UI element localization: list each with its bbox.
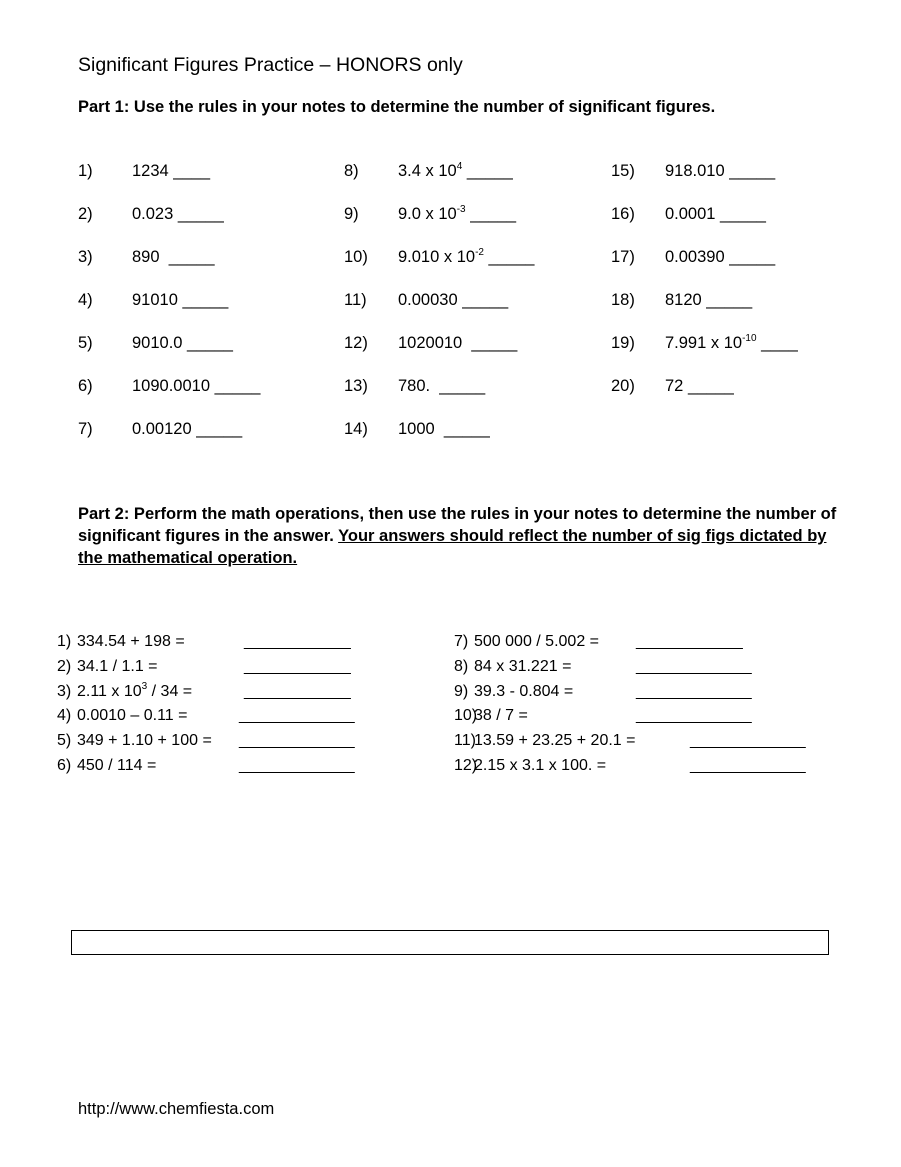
math-expression: [77, 680, 193, 701]
question-base: 780.: [398, 377, 431, 395]
answer-box[interactable]: [71, 930, 829, 955]
answer-blank[interactable]: _____: [724, 248, 776, 266]
part1-question: [78, 334, 318, 356]
question-number: 1): [57, 633, 72, 650]
question-number: 12): [454, 757, 478, 774]
exponent: -10: [742, 333, 757, 344]
answer-blank[interactable]: _____: [210, 377, 261, 395]
question-value: [665, 334, 798, 353]
part2-question: [454, 633, 834, 653]
question-base: 7.991 x 10: [665, 334, 743, 352]
answer-blank[interactable]: _____________: [239, 707, 355, 725]
answer-blank[interactable]: _____________: [690, 732, 806, 750]
question-base: 9.010 x 10: [398, 248, 476, 266]
part1-question: [344, 420, 584, 442]
part1-question: [344, 205, 584, 227]
question-number: 4): [57, 707, 72, 725]
part1-question: [611, 291, 851, 313]
question-base: 8120: [665, 291, 702, 309]
part1-question: [344, 291, 584, 313]
answer-blank[interactable]: _____: [457, 291, 509, 309]
part1-question: [611, 205, 851, 227]
answer-blank[interactable]: _____________: [636, 682, 752, 700]
question-value: [398, 205, 516, 224]
question-number: 16): [611, 205, 635, 223]
answer-blank[interactable]: _____: [701, 291, 753, 309]
part2-question: [57, 707, 437, 727]
expression-text: 13.59 + 23.25 + 20.1 =: [474, 732, 636, 750]
answer-blank[interactable]: _____: [462, 334, 518, 352]
part2-question: [57, 658, 437, 678]
question-base: 91010: [132, 291, 178, 309]
answer-blank[interactable]: _____: [483, 248, 535, 266]
question-value: [132, 205, 224, 224]
answer-blank[interactable]: _____: [462, 162, 513, 180]
part2-question: [454, 757, 834, 777]
question-number: 4): [78, 291, 93, 309]
answer-blank[interactable]: _____: [724, 162, 776, 180]
question-base: 1000: [398, 420, 435, 438]
question-number: 7): [454, 633, 469, 650]
expression-text: 2.11 x 10: [77, 682, 142, 700]
answer-blank[interactable]: _____: [715, 205, 766, 223]
answer-blank[interactable]: _____: [173, 205, 224, 223]
part1-heading: Part 1: Use the rules in your notes to determine the number of significant figures.: [78, 98, 716, 116]
expression-text: 0.0010 – 0.11 =: [77, 707, 188, 725]
math-expression: [77, 757, 156, 775]
question-base: 0.00120: [132, 420, 192, 438]
part2-question: [57, 633, 437, 653]
answer-blank[interactable]: _____: [434, 420, 490, 438]
part2-question: [57, 757, 437, 777]
question-number: 2): [78, 205, 93, 223]
answer-blank[interactable]: ____: [168, 162, 211, 180]
question-value: [398, 420, 490, 439]
question-number: 14): [344, 420, 368, 438]
exponent: 4: [456, 161, 463, 172]
question-base: 0.023: [132, 205, 174, 223]
math-expression: [474, 732, 635, 750]
part1-question: [611, 334, 851, 356]
question-number: 15): [611, 162, 635, 180]
question-number: 17): [611, 248, 635, 266]
part1-question: [611, 377, 851, 399]
question-value: [665, 377, 734, 396]
page-title: Significant Figures Practice – HONORS only: [78, 54, 463, 76]
answer-blank[interactable]: _____: [177, 291, 229, 309]
question-base: 3.4 x 10: [398, 162, 457, 180]
question-value: [132, 162, 210, 181]
exponent: -2: [475, 247, 484, 258]
question-base: 890: [132, 248, 160, 266]
question-base: 1090.0010: [132, 377, 210, 395]
question-number: 8): [454, 657, 469, 675]
math-expression: [474, 658, 571, 676]
answer-blank[interactable]: _____________: [636, 707, 752, 725]
expression-text: 34.1 / 1.1 =: [77, 657, 158, 675]
part1-question: [78, 162, 318, 184]
answer-blank[interactable]: _____________: [239, 757, 355, 774]
question-number: 3): [57, 682, 72, 700]
part2-question: [57, 680, 437, 703]
question-number: 5): [57, 732, 72, 750]
question-value: [132, 334, 233, 353]
question-value: [398, 377, 485, 396]
expression-text: 450 / 114 =: [77, 757, 157, 774]
part1-question: [344, 248, 584, 270]
exponent: -3: [456, 204, 466, 215]
part1-question: [78, 377, 318, 399]
question-number: 9): [454, 682, 469, 700]
question-value: [665, 162, 775, 181]
answer-blank[interactable]: ____: [756, 334, 798, 352]
part1-question: [344, 377, 584, 399]
expression-text: / 34 =: [147, 682, 193, 700]
answer-blank[interactable]: ____________: [636, 633, 743, 650]
part1-question: [78, 205, 318, 227]
question-number: 13): [344, 377, 368, 395]
part2-heading-underlined: Your answers should reflect the number of sig figs dictated by the mathematical operation.: [78, 527, 827, 567]
question-base: 9010.0: [132, 334, 183, 352]
expression-text: 38 / 7 =: [474, 707, 528, 725]
question-value: [132, 420, 242, 439]
answer-blank[interactable]: ____________: [244, 657, 351, 675]
answer-blank[interactable]: _____________: [239, 732, 355, 750]
question-number: 7): [78, 420, 93, 438]
question-value: [132, 377, 260, 396]
question-base: 72: [665, 377, 684, 395]
question-base: 1020010: [398, 334, 463, 352]
question-number: 12): [344, 334, 368, 352]
answer-blank[interactable]: _____________: [690, 757, 806, 774]
question-base: 0.00390: [665, 248, 725, 266]
part1-question: [78, 291, 318, 313]
question-number: 8): [344, 162, 359, 180]
question-value: [398, 334, 517, 353]
part1-question: [344, 162, 584, 184]
exponent: 3: [141, 680, 148, 692]
question-number: 9): [344, 205, 359, 223]
answer-blank[interactable]: _____: [430, 377, 486, 395]
question-value: [398, 291, 508, 310]
part2-heading-text: Part 2: Perform the math operations, then use the rules in your notes to determine the number of significant figures in the answer.: [78, 505, 837, 545]
part2-heading: [78, 503, 838, 569]
question-value: [665, 291, 752, 310]
question-value: [665, 248, 775, 267]
expression-text: 2.15 x 3.1 x 100. =: [474, 757, 607, 774]
math-expression: [77, 707, 187, 725]
part2-question: [57, 732, 437, 752]
part1-question: [611, 162, 851, 184]
question-number: 6): [78, 377, 93, 395]
question-value: [132, 248, 215, 267]
question-base: 0.00030: [398, 291, 458, 309]
expression-text: 84 x 31.221 =: [474, 657, 572, 675]
question-number: 11): [344, 291, 367, 309]
math-expression: [474, 633, 599, 651]
question-number: 10): [344, 248, 368, 266]
part2-question: [454, 683, 834, 703]
answer-blank[interactable]: _____: [465, 205, 517, 223]
question-value: [665, 205, 766, 224]
math-expression: [77, 732, 212, 750]
math-expression: [474, 707, 528, 725]
math-expression: [77, 658, 158, 676]
expression-text: 349 + 1.10 + 100 =: [77, 732, 212, 750]
answer-blank[interactable]: _____: [159, 248, 215, 266]
expression-text: 39.3 - 0.804 =: [474, 682, 574, 700]
question-number: 3): [78, 248, 93, 266]
math-expression: [474, 757, 606, 775]
question-base: 9.0 x 10: [398, 205, 457, 223]
math-expression: [474, 683, 573, 701]
answer-blank[interactable]: ____________: [244, 682, 351, 700]
part1-question: [344, 334, 584, 356]
question-base: 918.010: [665, 162, 725, 180]
answer-blank[interactable]: _____: [683, 377, 734, 395]
part2-question: [454, 732, 834, 752]
question-number: 18): [611, 291, 635, 309]
answer-blank[interactable]: _____: [191, 420, 243, 438]
question-number: 20): [611, 377, 635, 395]
question-number: 11): [454, 732, 476, 750]
expression-text: 334.54 + 198 =: [77, 633, 185, 650]
part1-question: [78, 248, 318, 270]
footer-url[interactable]: http://www.chemfiesta.com: [78, 1100, 275, 1118]
question-number: 19): [611, 334, 635, 352]
part1-question: [611, 248, 851, 270]
question-number: 10): [454, 707, 478, 725]
question-base: 0.0001: [665, 205, 716, 223]
question-number: 1): [78, 162, 93, 180]
question-number: 5): [78, 334, 93, 352]
answer-blank[interactable]: ____________: [244, 633, 351, 650]
math-expression: [77, 633, 185, 651]
expression-text: 500 000 / 5.002 =: [474, 633, 599, 650]
question-value: [398, 248, 534, 267]
answer-blank[interactable]: _____________: [636, 657, 752, 675]
question-value: [132, 291, 228, 310]
question-number: 2): [57, 657, 72, 675]
question-value: [398, 162, 513, 181]
question-number: 6): [57, 757, 72, 774]
part1-question: [78, 420, 318, 442]
part2-question: [454, 707, 834, 727]
part2-question: [454, 658, 834, 678]
question-base: 1234: [132, 162, 169, 180]
answer-blank[interactable]: _____: [182, 334, 233, 352]
